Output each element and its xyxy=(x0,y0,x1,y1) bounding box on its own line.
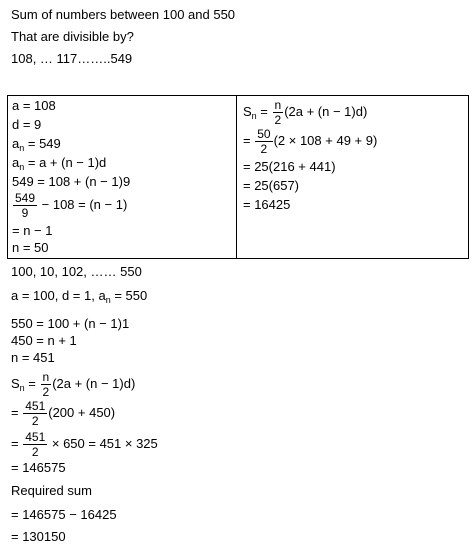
left-eq-8: n = 50 xyxy=(12,240,49,255)
problem-line-2: That are divisible by? xyxy=(11,29,134,44)
table-divider xyxy=(236,95,237,259)
right-eq-1: $S_n$ = $\frac{n}{2}$ (2a + (n − 1)d) xyxy=(243,98,368,127)
body-line-4: 450 = n + 1 xyxy=(11,333,77,348)
body-line-2: a = 100, d = 1, $a_n = 550$ xyxy=(11,288,148,305)
body-line-11: = 146575 − 16425 xyxy=(11,507,117,522)
left-eq-1: a = 108 xyxy=(12,98,56,113)
left-eq-7: = n − 1 xyxy=(12,223,53,238)
left-eq-4: $a_n = a + (n - 1)d$ xyxy=(12,155,107,172)
left-eq-5: 549 = 108 + (n − 1)9 xyxy=(12,174,131,189)
left-eq-2: d = 9 xyxy=(12,117,42,132)
left-eq-6: $\frac{549}{9}$ − 108 = (n − 1) xyxy=(15,191,128,220)
right-eq-2: = $\frac{50}{2}$ (2 × 108 + 49 + 9) xyxy=(243,127,378,156)
body-line-9: = 146575 xyxy=(11,460,66,475)
fraction: $\frac{549}{9}$ xyxy=(15,191,36,220)
body-line-5: n = 451 xyxy=(11,350,55,365)
body-line-6: $S_n$ = $\frac{n}{2}$ (2a + (n − 1)d) xyxy=(11,370,136,399)
right-eq-4: = 25(657) xyxy=(243,178,300,193)
body-line-12: = 130150 xyxy=(11,529,66,544)
right-eq-3: = 25(216 + 441) xyxy=(243,159,336,174)
problem-line-3: 108, … 117……..549 xyxy=(11,51,133,66)
body-line-1: 100, 10, 102, …… 550 xyxy=(11,264,142,279)
fraction: $\frac{50}{2}$ xyxy=(257,127,271,156)
body-line-7: = $\frac{451}{2}$ (200 + 450) xyxy=(11,399,116,428)
problem-line-1: Sum of numbers between 100 and 550 xyxy=(11,7,236,22)
left-eq-3: $a_n = 549$ xyxy=(12,136,61,153)
fraction: $\frac{451}{2}$ xyxy=(25,430,46,459)
right-eq-5: = 16425 xyxy=(243,197,291,212)
body-line-10: Required sum xyxy=(11,483,92,498)
body-line-8: = $\frac{451}{2}$ × 650 = 451 × 325 xyxy=(11,430,158,459)
body-line-3: 550 = 100 + (n − 1)1 xyxy=(11,316,130,331)
fraction: $\frac{n}{2}$ xyxy=(42,370,50,399)
fraction: $\frac{451}{2}$ xyxy=(25,399,46,428)
fraction: $\frac{n}{2}$ xyxy=(274,98,282,127)
